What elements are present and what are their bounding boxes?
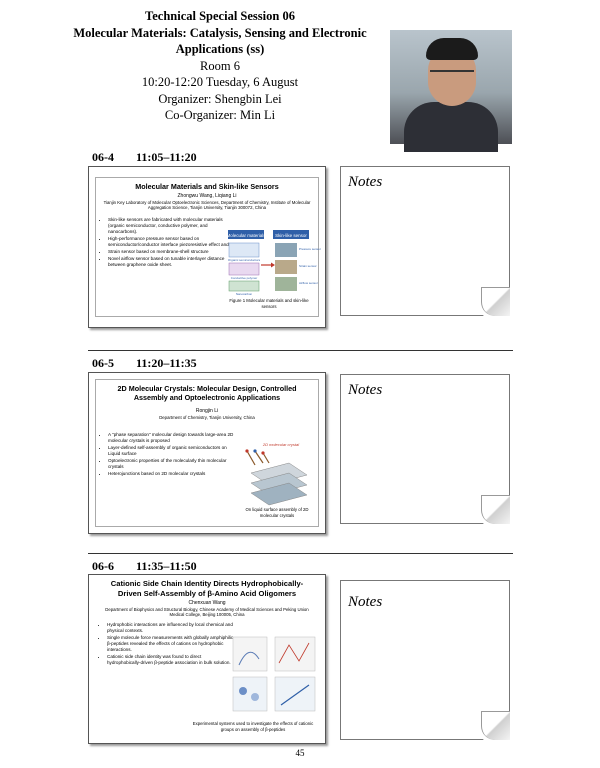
list-item: • Heterojunctions based on 2D molecular crystals xyxy=(108,471,240,477)
talk-heading-06-6 xyxy=(92,559,197,574)
abstract-card-06-4 xyxy=(88,166,326,328)
figure-label: Pressure sensor xyxy=(299,247,321,251)
session-subtitle-2: Applications (ss) xyxy=(175,42,265,56)
talk-code: 06-6 xyxy=(92,559,114,573)
figure-label: Conductive polymer xyxy=(230,276,258,280)
abstract-authors: Zhongwu Wang, Liqiang Li xyxy=(177,193,237,199)
list-item: • Strain sensor based on membrane-shell structure xyxy=(108,249,236,255)
section-divider xyxy=(88,350,513,351)
session-title: Technical Special Session 06 xyxy=(145,9,295,23)
talk-heading-06-4 xyxy=(92,150,197,165)
talk-time: 11:05–11:20 xyxy=(136,150,197,164)
figure-label: Organic semiconductors xyxy=(227,258,261,262)
list-item: • Novel airflow sensor based on tunable interlayer distance between graphene oxide sheet. xyxy=(108,256,236,268)
figure-peptide-assembly xyxy=(229,635,319,715)
abstract-affiliation: Department of Chemistry, Tianjin University, China xyxy=(159,414,255,420)
notes-label: Notes xyxy=(348,174,383,190)
abstract-bullets xyxy=(100,432,240,477)
session-organizer: Organizer: Shengbin Lei xyxy=(158,91,282,106)
session-header xyxy=(70,8,370,124)
list-item: • Cationic side chain identity was found to direct hydrophobically-driven β-peptide association in bulk solution. xyxy=(107,654,235,666)
abstract-affiliation: Tianjin Key Laboratory of Molecular Optoelectronic Sciences, Department of Chemistry, Institute of Molecular Aggregation Science, Tianjin University, Tianjin 300072, China xyxy=(103,199,311,211)
notes-label: Notes xyxy=(348,594,383,610)
figure-label: Airflow sensor xyxy=(299,281,318,285)
figure-caption: Experimental systems used to investigate the effects of cationic groups on assembly of β-peptides xyxy=(192,721,314,732)
list-item: • Hydrophobic interactions are influenced by local chemical and physical contexts. xyxy=(107,622,235,634)
list-item: • A "phase separation" molecular design towards large-area 2D molecular crystals is proposed xyxy=(108,432,240,444)
talk-time: 11:20–11:35 xyxy=(136,356,197,370)
session-co-organizer: Co-Organizer: Min Li xyxy=(164,108,276,122)
session-room: Room 6 xyxy=(200,58,240,73)
abstract-title: Molecular Materials and Skin-like Sensors xyxy=(135,182,279,191)
figure-caption: On liquid surface assembly of 2D molecular crystals xyxy=(245,507,309,518)
abstract-bullets xyxy=(100,217,236,268)
figure-molecular-sensors xyxy=(226,229,321,297)
figure-2d-crystal xyxy=(241,439,313,505)
talk-code: 06-4 xyxy=(92,150,114,164)
abstract-bullets xyxy=(99,622,235,666)
notes-box-06-4 xyxy=(340,166,510,316)
figure-label: 2D molecular crystal xyxy=(262,442,300,447)
abstract-title: Cationic Side Chain Identity Directs Hydrophobically-Driven Self-Assembly of β-Amino Acid Oligomers xyxy=(110,579,304,598)
abstract-affiliation: Department of Biophysics and Structural Biology, Chinese Academy of Medical Sciences and Peking Union Medical College, Beijing 100005, China xyxy=(105,606,309,618)
figure-label: Nanocarbon xyxy=(235,292,253,296)
abstract-title: 2D Molecular Crystals: Molecular Design, Controlled Assembly and Optoelectronic Applications xyxy=(117,384,297,402)
list-item: • Optoelectronic properties of the molecularly thin molecular crystals xyxy=(108,458,240,470)
notes-label: Notes xyxy=(348,382,383,398)
abstract-authors: Chenxuan Wang xyxy=(188,600,226,606)
notes-box-06-5 xyxy=(340,374,510,524)
figure-caption: Figure 1 Molecular materials and skin-like sensors xyxy=(229,298,309,309)
session-time: 10:20-12:20 Tuesday, 6 August xyxy=(141,75,299,89)
session-subtitle-1: Molecular Materials: Catalysis, Sensing and Electronic xyxy=(73,25,367,40)
list-item: • High-performance pressure sensor based on semiconductor/conductor interface piezoresistive effect and xyxy=(108,236,236,248)
talk-time: 11:35–11:50 xyxy=(136,559,197,573)
notes-box-06-6 xyxy=(340,580,510,740)
abstract-card-06-6 xyxy=(88,574,326,744)
page-number: 45 xyxy=(295,748,305,758)
abstract-card-06-5 xyxy=(88,372,326,534)
talk-heading-06-5 xyxy=(92,356,197,371)
list-item: • Single molecule force measurements with globally amphiphilic β-peptides revealed the effects of cations on hydrophobic interactions. xyxy=(107,635,235,653)
talk-code: 06-5 xyxy=(92,356,114,370)
organizer-photo xyxy=(390,30,512,144)
figure-label: Skin-like sensor xyxy=(275,233,307,238)
figure-label: Strain sensor xyxy=(299,264,317,268)
list-item: • Skin-like sensors are fabricated with molecular materials (organic semiconductor, conductive polymer, and nanocarbons). xyxy=(108,217,236,235)
figure-label: Molecular materials xyxy=(226,233,266,238)
abstract-authors: Rongjin Li xyxy=(195,408,219,414)
section-divider xyxy=(88,553,513,554)
list-item: • Layer-defined self-assembly of organic semiconductors on Liquid surface xyxy=(108,445,240,457)
